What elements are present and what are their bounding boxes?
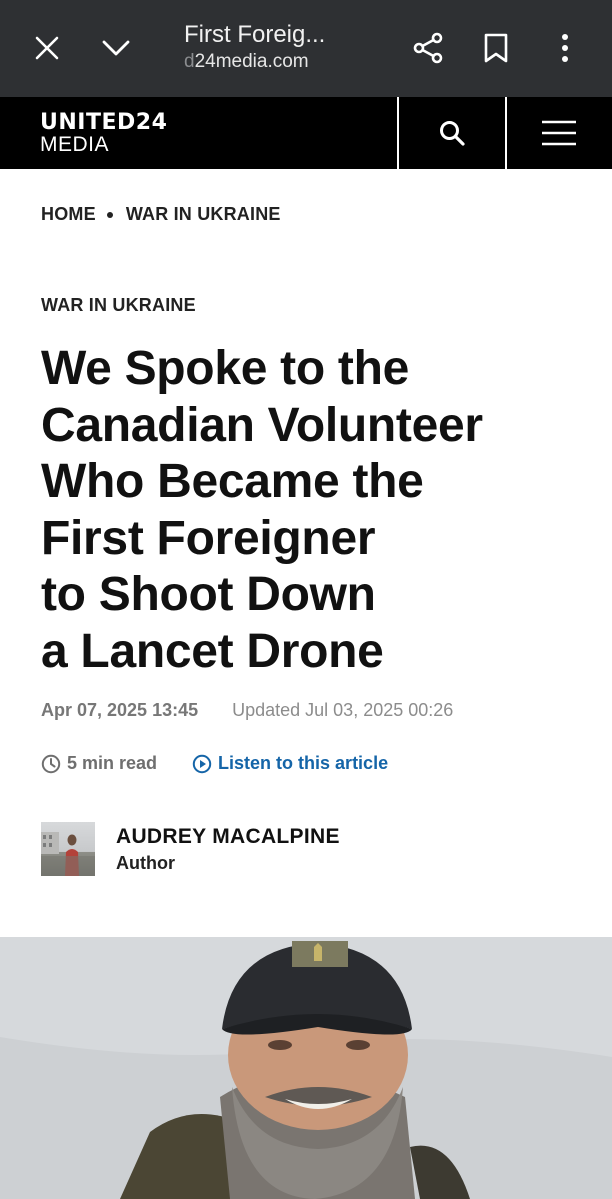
url-faded-part: d (184, 51, 195, 72)
page-title-block[interactable] (184, 20, 394, 74)
header-divider (397, 97, 399, 169)
bookmark-icon[interactable] (476, 28, 516, 68)
breadcrumb (41, 204, 281, 225)
site-header (0, 97, 612, 169)
article-dates (41, 700, 453, 721)
published-date: Apr 07, 2025 13:45 (41, 700, 199, 720)
listen-label: Listen to this article (218, 753, 389, 773)
breadcrumb-home[interactable]: HOME (41, 204, 96, 224)
chevron-down-icon[interactable] (96, 28, 136, 68)
headline-line: a Lancet Drone (41, 624, 384, 678)
play-circle-icon (192, 754, 212, 774)
close-icon[interactable] (27, 28, 67, 68)
browser-toolbar (0, 0, 612, 97)
article-headline (41, 341, 601, 680)
updated-date: Updated Jul 03, 2025 00:26 (232, 700, 454, 720)
article-hero-image (0, 937, 612, 1199)
page-url (184, 50, 394, 74)
headline-line: Canadian Volunteer (41, 398, 483, 452)
hamburger-menu-icon[interactable] (538, 113, 580, 153)
headline-line: Who Became the (41, 455, 424, 508)
listen-button[interactable] (192, 753, 388, 774)
breadcrumb-section[interactable]: WAR IN UKRAINE (125, 204, 281, 224)
page-title: First Foreig... (184, 21, 326, 48)
more-vert-icon[interactable] (545, 28, 585, 68)
url-domain: 24media.com (194, 51, 309, 72)
breadcrumb-separator (107, 212, 113, 218)
author-avatar[interactable] (41, 822, 95, 876)
logo-bottom: MEDIA (40, 133, 110, 156)
search-icon[interactable] (431, 113, 473, 153)
headline-line: to Shoot Down (41, 568, 376, 621)
logo-top: UNITED24 (40, 110, 168, 135)
author-block (41, 822, 340, 876)
author-role: Author (116, 853, 175, 873)
clock-icon (41, 754, 61, 774)
share-icon[interactable] (408, 28, 448, 68)
author-name[interactable]: AUDREY MACALPINE (116, 825, 340, 848)
header-divider (505, 97, 507, 169)
read-time (41, 753, 157, 774)
article-category[interactable]: WAR IN UKRAINE (41, 295, 196, 315)
headline-line: First Foreigner (41, 511, 376, 565)
article-meta (41, 753, 388, 774)
read-time-label: 5 min read (67, 753, 158, 773)
headline-line: We Spoke to the (41, 342, 409, 395)
site-logo[interactable] (40, 112, 167, 156)
